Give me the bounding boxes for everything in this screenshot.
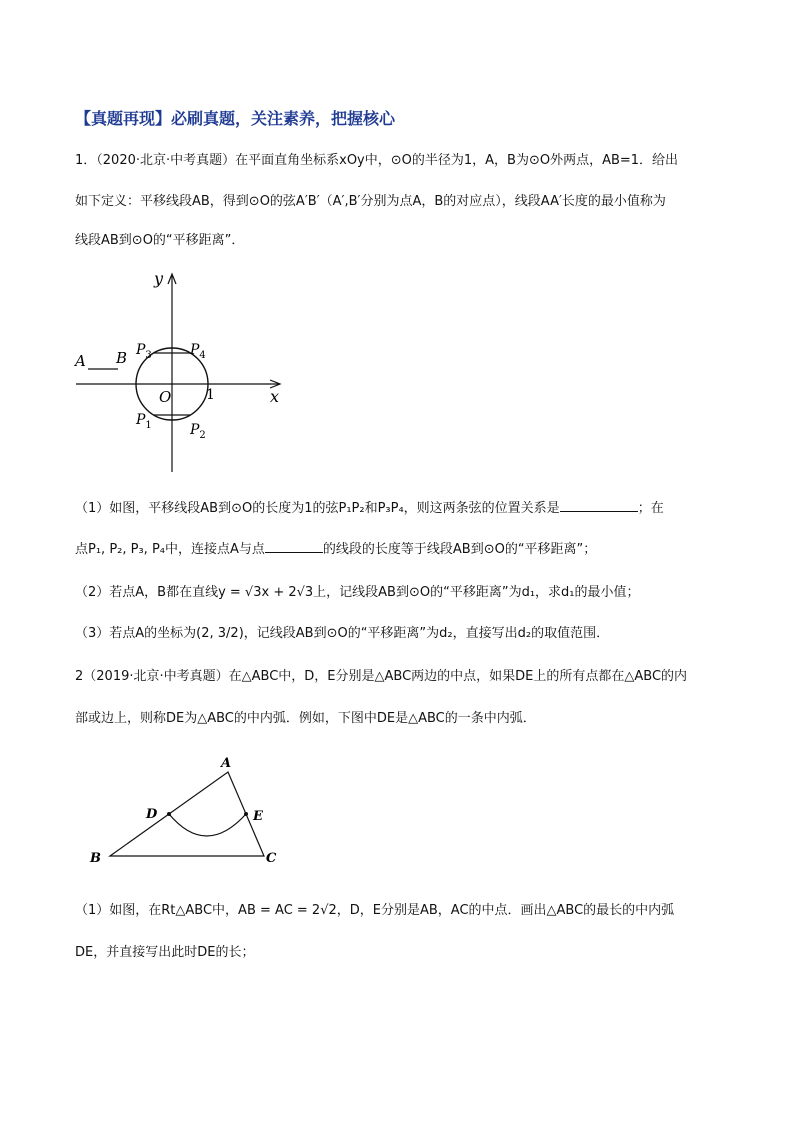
q1-sub1-text-d: 的线段的长度等于线段AB到⊙O的“平移距离”； (322, 542, 597, 557)
label-vertex-a: A (221, 756, 232, 771)
q1-sub1-line-2 (75, 540, 596, 559)
label-point-e: E (253, 809, 263, 824)
q1-sub2: （2）若点A，B都在直线y = √3x + 2√3上，记线段AB到⊙O的“平移距离”为d₁，求d₁的最小值； (75, 585, 640, 600)
label-p3: $P_3$ (136, 342, 152, 361)
q2-line-1: 2（2019·北京·中考真题）在△ABC中，D，E分别是△ABC两边的中点，如果DE上的所有点都在△ABC的内 (75, 669, 688, 684)
q1-sub1-text: （1）如图，平移线段AB到⊙O的长度为1的弦P₁P₂和P₃P₄，则这两条弦的位置关系是 (75, 501, 560, 516)
answer-blank-1[interactable] (560, 499, 638, 512)
label-a: A (75, 352, 86, 370)
label-point-d: D (146, 807, 158, 822)
section-heading: 【真题再现】必刷真题，关注素养，把握核心 (75, 109, 396, 128)
label-p2: $P_2$ (190, 422, 206, 441)
figure-triangle-arc (86, 750, 286, 870)
q1-line-1: 1．（2020·北京·中考真题）在平面直角坐标系xOy中，⊙O的半径为1，A，B为⊙O外两点，AB=1．给出 (75, 153, 679, 168)
q1-sub3: （3）若点A的坐标为(2, 3/2)，记线段AB到⊙O的“平移距离”为d₂，直接写出d₂的取值范围． (75, 626, 610, 641)
q1-line-3: 线段AB到⊙O的“平移距离”． (75, 233, 245, 248)
q1-sub1-text-end: ；在 (637, 501, 664, 516)
answer-blank-2[interactable] (265, 540, 323, 553)
point-e (244, 812, 248, 816)
label-y: y (154, 269, 164, 288)
label-p4: $P_4$ (190, 342, 206, 361)
label-x: x (270, 387, 280, 406)
triangle-abc (110, 772, 264, 856)
point-d (167, 812, 171, 816)
figure-coordinate-circle (72, 266, 292, 478)
label-vertex-b: B (90, 851, 101, 866)
q2-line-2: 部或边上，则称DE为△ABC的中内弧．例如，下图中DE是△ABC的一条中内弧． (75, 711, 536, 726)
q2-sub1-line-2: DE，并直接写出此时DE的长； (75, 945, 255, 960)
q1-sub1-text-c: 点P₁, P₂, P₃, P₄中，连接点A与点 (75, 542, 265, 557)
label-vertex-c: C (266, 851, 277, 866)
q2-sub1-line-1: （1）如图，在Rt△ABC中，AB = AC = 2√2，D，E分别是AB，AC的中点．画出△ABC的最长的中内弧 (75, 903, 675, 918)
label-origin: O (159, 388, 172, 406)
label-one: 1 (206, 387, 215, 403)
q1-sub1-line-1 (75, 499, 664, 518)
arc-de (169, 814, 246, 836)
q1-line-2: 如下定义：平移线段AB，得到⊙O的弦A′B′（A′,B′分别为点A，B的对应点），线段AA′长度的最小值称为 (75, 194, 666, 209)
label-b: B (116, 349, 128, 367)
label-p1: $P_1$ (136, 412, 152, 431)
